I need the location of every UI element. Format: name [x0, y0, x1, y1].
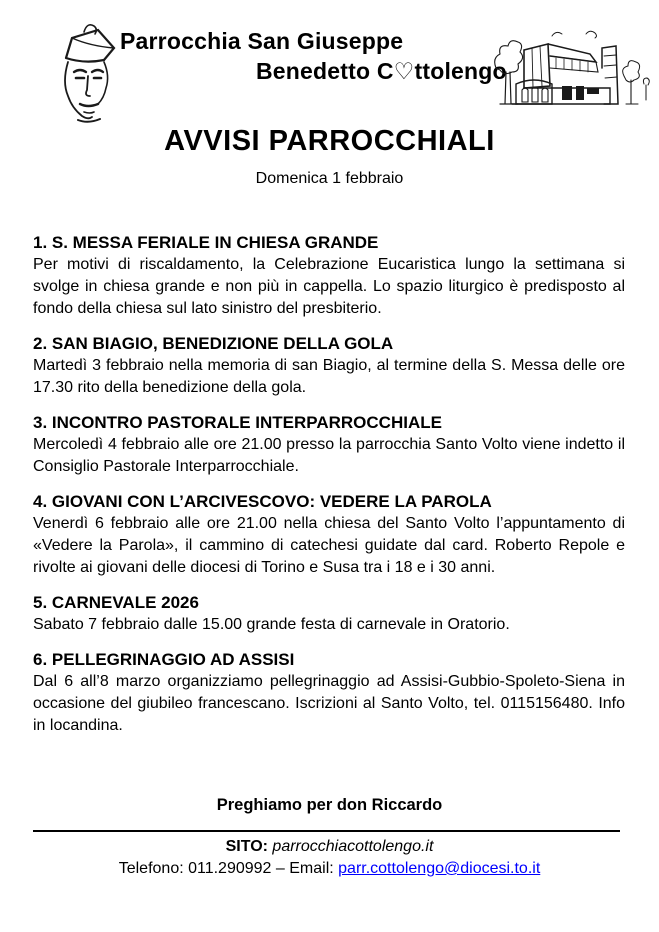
site-url: parrocchiacottolengo.it [272, 838, 434, 855]
section-body: Mercoledì 4 febbraio alle ore 21.00 presso la parrocchia Santo Volto viene indetto il Consiglio Pastorale Interparrocchiale. [33, 436, 625, 475]
parish-name-line2: Benedetto C♡ttolengo [256, 58, 507, 84]
heart-icon: ♡ [393, 58, 415, 84]
page-title: AVVISI PARROCCHIALI [164, 125, 495, 157]
phone-text: Telefono: 011.290992 – Email: [118, 860, 339, 877]
cottolengo-portrait-icon [54, 20, 122, 124]
section-body: Venerdì 6 febbraio alle ore 21.00 nella chiesa del Santo Volto l’appuntamento di «Vedere la Parola», il cammino di catechesi guidate dal card. Roberto Repole e rivolte ai giovani delle diocesi di Torino e Susa tra i 18 e i 30 anni. [33, 515, 625, 576]
site-line [0, 837, 659, 857]
parish-name-line1: Parrocchia San Giuseppe [120, 28, 404, 54]
letterhead [0, 0, 659, 118]
section-heading: 4. GIOVANI CON L’ARCIVESCOVO: VEDERE LA PAROLA [33, 492, 492, 511]
email-link[interactable]: parr.cottolengo@diocesi.to.it [338, 860, 541, 877]
announcement-item [33, 333, 625, 399]
announcement-item [33, 412, 625, 478]
section-heading: 5. CARNEVALE 2026 [33, 593, 199, 612]
section-heading: 2. SAN BIAGIO, BENEDIZIONE DELLA GOLA [33, 334, 394, 353]
announcement-item [33, 592, 625, 636]
footer-divider [33, 830, 620, 832]
site-label: SITO: [225, 838, 268, 855]
section-heading: 1. S. MESSA FERIALE IN CHIESA GRANDE [33, 233, 379, 252]
prayer-note: Preghiamo per don Riccardo [216, 796, 443, 814]
section-heading: 3. INCONTRO PASTORALE INTERPARROCCHIALE [33, 413, 442, 432]
section-heading: 6. PELLEGRINAGGIO AD ASSISI [33, 650, 295, 669]
church-building-icon [490, 28, 652, 110]
section-body: Martedì 3 febbraio nella memoria di san Biagio, al termine della S. Messa delle ore 17.30 rito della benedizione della gola. [33, 357, 625, 396]
contact-line [0, 859, 659, 879]
section-body: Dal 6 all’8 marzo organizziamo pellegrinaggio ad Assisi-Gubbio-Spoleto-Siena in occasione del giubileo francescano. Iscrizioni al Santo Volto, tel. 0115156480. Info in locandina. [33, 673, 625, 734]
section-body: Sabato 7 febbraio dalle 15.00 grande festa di carnevale in Oratorio. [33, 616, 510, 633]
announcements-list [33, 232, 625, 737]
page-subtitle: Domenica 1 febbraio [255, 170, 404, 187]
announcement-item [33, 649, 625, 737]
section-body: Per motivi di riscaldamento, la Celebrazione Eucaristica lungo la settimana si svolge in chiesa grande e non più in cappella. Lo spazio liturgico è predisposto al fondo della chiesa sul lato sinistro del presbiterio. [33, 256, 625, 317]
announcement-item [33, 232, 625, 320]
announcement-item [33, 491, 625, 579]
